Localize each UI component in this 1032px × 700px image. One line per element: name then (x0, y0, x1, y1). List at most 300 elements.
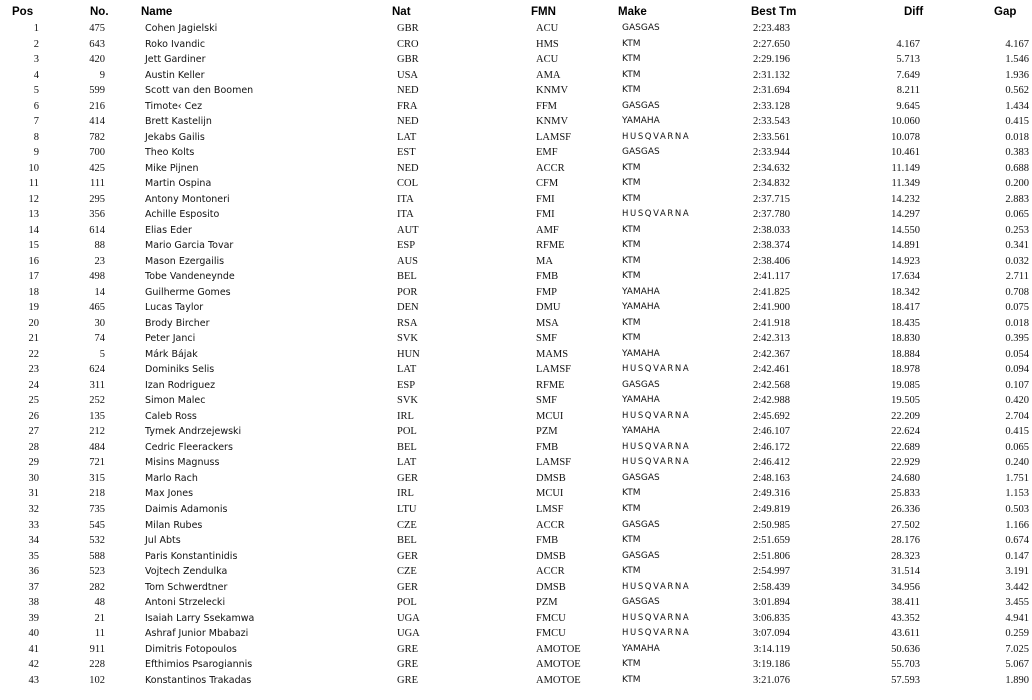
row-best-time: 2:42.461 (752, 364, 790, 376)
row-gap: 0.415 (1005, 426, 1029, 438)
row-number: 484 (89, 441, 105, 453)
table-row (0, 192, 1032, 208)
row-gap: 0.674 (1005, 535, 1029, 547)
row-nationality: ESP (397, 379, 416, 391)
row-make: KTM (622, 38, 641, 49)
row-rider-name: Antoni Strzelecki (145, 597, 226, 609)
table-row (0, 657, 1032, 673)
row-rider-name: Theo Kolts (145, 147, 195, 159)
row-nationality: LAT (397, 457, 417, 469)
row-make: KTM (622, 162, 641, 173)
row-diff: 19.505 (891, 395, 920, 407)
row-gap: 5.067 (1005, 659, 1029, 671)
row-nationality: EST (397, 147, 416, 159)
row-best-time: 2:34.832 (752, 178, 790, 190)
row-gap: 3.191 (1005, 566, 1029, 578)
row-fmn: SMF (536, 333, 558, 345)
row-best-time: 2:31.694 (752, 85, 790, 97)
row-nationality: NED (397, 162, 419, 174)
row-nationality: BEL (397, 441, 417, 453)
row-make: KTM (622, 85, 641, 96)
table-row (0, 331, 1032, 347)
row-fmn: MA (536, 255, 553, 267)
row-rider-name: Cedric Fleerackers (145, 441, 233, 453)
row-diff: 10.078 (891, 131, 920, 143)
row-rider-name: Dominiks Selis (145, 364, 215, 376)
row-best-time: 2:46.412 (752, 457, 790, 469)
row-gap: 0.420 (1005, 395, 1029, 407)
row-pos: 39 (28, 612, 39, 624)
row-make: YAMAHA (622, 643, 660, 654)
table-row (0, 52, 1032, 68)
row-pos: 35 (28, 550, 39, 562)
row-diff: 22.624 (891, 426, 920, 438)
row-fmn: FMP (536, 286, 558, 298)
row-gap: 0.688 (1005, 162, 1029, 174)
row-nationality: GER (397, 550, 418, 562)
row-diff: 34.956 (891, 581, 920, 593)
row-rider-name: Dimitris Fotopoulos (145, 643, 237, 655)
row-fmn: CFM (536, 178, 559, 190)
row-pos: 32 (28, 503, 39, 515)
row-diff: 18.435 (891, 317, 920, 329)
row-make: GASGAS (622, 147, 660, 158)
table-row (0, 564, 1032, 580)
row-fmn: KNMV (536, 116, 569, 128)
row-best-time: 2:58.439 (752, 581, 790, 593)
row-best-time: 2:33.543 (752, 116, 790, 128)
row-rider-name: Lucas Taylor (145, 302, 204, 314)
row-number: 218 (89, 488, 105, 500)
row-make: YAMAHA (622, 348, 660, 359)
row-number: 102 (89, 674, 105, 686)
row-number: 14 (94, 286, 105, 298)
table-row (0, 176, 1032, 192)
row-fmn: PZM (536, 426, 558, 438)
row-best-time: 2:37.780 (752, 209, 790, 221)
row-diff: 8.211 (896, 85, 920, 97)
row-diff: 18.978 (891, 364, 920, 376)
row-best-time: 2:41.117 (753, 271, 790, 283)
row-fmn: LAMSF (536, 131, 572, 143)
row-gap: 0.107 (1005, 379, 1029, 391)
row-pos: 11 (28, 178, 39, 190)
row-best-time: 2:46.172 (752, 441, 790, 453)
row-pos: 43 (28, 674, 39, 686)
row-make: KTM (622, 674, 641, 685)
row-fmn: FMCU (536, 612, 566, 624)
row-diff: 43.611 (891, 628, 920, 640)
row-fmn: FFM (536, 100, 558, 112)
row-best-time: 2:38.406 (752, 255, 790, 267)
row-rider-name: Elias Eder (145, 224, 192, 236)
row-nationality: NED (397, 116, 419, 128)
row-number: 523 (89, 566, 105, 578)
row-nationality: CZE (397, 519, 417, 531)
row-best-time: 2:29.196 (752, 54, 790, 66)
row-diff: 31.514 (891, 566, 920, 578)
table-row (0, 455, 1032, 471)
row-make: KTM (622, 240, 641, 251)
row-rider-name: Antony Montoneri (145, 193, 230, 205)
row-rider-name: Tom Schwerdtner (145, 581, 228, 593)
row-make: KTM (622, 488, 641, 499)
row-rider-name: Scott van den Boomen (145, 85, 254, 97)
row-nationality: LAT (397, 364, 417, 376)
table-row (0, 316, 1032, 332)
row-number: 11 (94, 628, 105, 640)
row-rider-name: Vojtech Zendulka (145, 566, 228, 578)
row-rider-name: Izan Rodriguez (145, 379, 216, 391)
row-rider-name: Jett Gardiner (145, 54, 206, 66)
row-nationality: BEL (397, 535, 417, 547)
row-diff: 24.680 (891, 472, 920, 484)
row-make: KTM (622, 271, 641, 282)
row-pos: 6 (33, 100, 39, 112)
row-diff: 50.636 (891, 643, 920, 655)
header-make: Make (618, 6, 647, 18)
row-diff: 43.352 (891, 612, 920, 624)
row-fmn: ACCR (536, 519, 565, 531)
row-diff: 26.336 (891, 503, 920, 515)
row-diff: 4.167 (896, 38, 920, 50)
row-nationality: COL (397, 178, 418, 190)
row-number: 532 (89, 535, 105, 547)
table-row (0, 424, 1032, 440)
row-make: GASGAS (622, 472, 660, 483)
row-make: HUSQVARNA (622, 209, 691, 220)
row-make: KTM (622, 224, 641, 235)
table-row (0, 533, 1032, 549)
row-rider-name: Peter Janci (145, 333, 196, 345)
row-number: 228 (89, 659, 105, 671)
row-nationality: UGA (397, 612, 420, 624)
row-diff: 19.085 (891, 379, 920, 391)
row-best-time: 2:34.632 (752, 162, 790, 174)
row-best-time: 2:48.163 (752, 472, 790, 484)
row-gap: 2.704 (1005, 410, 1029, 422)
row-make: YAMAHA (622, 395, 660, 406)
row-pos: 37 (28, 581, 39, 593)
row-make: GASGAS (622, 379, 660, 390)
header-pos: Pos (12, 6, 34, 18)
row-make: KTM (622, 255, 641, 266)
row-best-time: 2:41.825 (752, 286, 790, 298)
row-nationality: FRA (397, 100, 418, 112)
row-fmn: FMI (536, 193, 555, 205)
table-row (0, 471, 1032, 487)
row-best-time: 2:33.128 (752, 100, 790, 112)
row-fmn: DMSB (536, 472, 566, 484)
row-gap: 1.166 (1005, 519, 1029, 531)
row-number: 588 (89, 550, 105, 562)
row-diff: 17.634 (891, 271, 920, 283)
row-number: 30 (94, 317, 105, 329)
row-diff: 18.830 (891, 333, 920, 345)
row-nationality: HUN (397, 348, 420, 360)
header-name: Name (141, 6, 173, 18)
table-row (0, 99, 1032, 115)
row-rider-name: Timote‹ Cez (145, 100, 203, 112)
row-make: KTM (622, 659, 641, 670)
row-pos: 17 (28, 271, 39, 283)
row-make: HUSQVARNA (622, 364, 691, 375)
row-pos: 20 (28, 317, 39, 329)
row-fmn: AMA (536, 69, 561, 81)
table-row (0, 161, 1032, 177)
row-rider-name: Max Jones (145, 488, 194, 500)
row-fmn: SMF (536, 395, 558, 407)
row-best-time: 2:23.483 (752, 23, 790, 34)
row-rider-name: Paris Konstantinidis (145, 550, 238, 562)
row-nationality: IRL (397, 410, 414, 422)
row-rider-name: Achille Esposito (145, 209, 220, 221)
row-rider-name: Efthimios Psarogiannis (145, 659, 253, 671)
row-best-time: 2:37.715 (752, 193, 790, 205)
table-row (0, 114, 1032, 130)
row-pos: 24 (28, 379, 39, 391)
row-diff: 28.176 (891, 535, 920, 547)
row-nationality: DEN (397, 302, 419, 314)
row-nationality: CZE (397, 566, 417, 578)
row-diff: 22.929 (891, 457, 920, 469)
row-nationality: AUS (397, 255, 419, 267)
row-number: 48 (94, 597, 105, 609)
row-make: KTM (622, 535, 641, 546)
table-row (0, 83, 1032, 99)
row-number: 135 (89, 410, 105, 422)
row-gap: 1.546 (1005, 54, 1029, 66)
row-number: 911 (89, 643, 105, 655)
row-number: 414 (89, 116, 105, 128)
row-nationality: GRE (397, 674, 418, 686)
row-nationality: GBR (397, 54, 419, 66)
row-gap: 0.562 (1005, 85, 1029, 97)
row-diff: 11.349 (891, 178, 920, 190)
row-rider-name: Konstantinos Trakadas (145, 674, 252, 686)
row-best-time: 2:42.988 (752, 395, 790, 407)
row-diff: 18.417 (891, 302, 920, 314)
row-fmn: FMI (536, 209, 555, 221)
row-number: 311 (89, 379, 105, 391)
table-row (0, 486, 1032, 502)
row-number: 425 (89, 162, 105, 174)
row-nationality: GBR (397, 23, 419, 34)
row-number: 212 (89, 426, 105, 438)
row-pos: 18 (28, 286, 39, 298)
row-number: 5 (99, 348, 105, 360)
row-make: GASGAS (622, 100, 660, 111)
row-pos: 9 (33, 147, 39, 159)
row-pos: 26 (28, 410, 39, 422)
row-gap: 0.503 (1005, 503, 1029, 515)
row-fmn: RFME (536, 379, 565, 391)
row-number: 356 (89, 209, 105, 221)
row-best-time: 3:14.119 (753, 643, 790, 655)
row-diff: 27.502 (891, 519, 920, 531)
row-rider-name: Brett Kastelijn (145, 116, 212, 128)
row-diff: 57.593 (891, 674, 920, 686)
row-number: 111 (90, 178, 105, 190)
row-best-time: 2:33.561 (752, 131, 790, 143)
row-fmn: MCUI (536, 410, 564, 422)
table-row (0, 269, 1032, 285)
row-diff: 10.060 (891, 116, 920, 128)
row-make: HUSQVARNA (622, 581, 691, 592)
row-nationality: GRE (397, 643, 418, 655)
row-number: 420 (89, 54, 105, 66)
row-gap: 1.936 (1005, 69, 1029, 81)
table-row (0, 362, 1032, 378)
row-pos: 1 (33, 23, 39, 34)
row-make: HUSQVARNA (622, 441, 691, 452)
table-row (0, 642, 1032, 658)
row-gap: 0.341 (1005, 240, 1029, 252)
row-best-time: 3:19.186 (752, 659, 790, 671)
row-make: KTM (622, 333, 641, 344)
row-best-time: 3:01.894 (752, 597, 790, 609)
row-nationality: NED (397, 85, 419, 97)
row-rider-name: Jekabs Gailis (145, 131, 205, 143)
row-fmn: KNMV (536, 85, 569, 97)
row-pos: 42 (28, 659, 39, 671)
row-nationality: POR (397, 286, 418, 298)
row-number: 700 (89, 147, 105, 159)
row-gap: 1.153 (1005, 488, 1029, 500)
table-row (0, 223, 1032, 239)
row-diff: 14.232 (891, 193, 920, 205)
row-fmn: HMS (536, 38, 559, 50)
row-number: 599 (89, 85, 105, 97)
row-fmn: ACU (536, 23, 559, 34)
row-pos: 13 (28, 209, 39, 221)
row-rider-name: Tobe Vandeneynde (145, 271, 235, 283)
row-nationality: ESP (397, 240, 416, 252)
row-make: YAMAHA (622, 116, 660, 127)
row-diff: 5.713 (896, 54, 920, 66)
table-row (0, 130, 1032, 146)
row-diff: 7.649 (896, 69, 920, 81)
table-row (0, 254, 1032, 270)
row-diff: 18.342 (891, 286, 920, 298)
row-pos: 10 (28, 162, 39, 174)
row-make: KTM (622, 503, 641, 514)
row-make: GASGAS (622, 519, 660, 530)
row-rider-name: Jul Abts (145, 535, 181, 547)
row-diff: 14.297 (891, 209, 920, 221)
row-fmn: FMB (536, 271, 559, 283)
table-row (0, 626, 1032, 642)
row-fmn: ACU (536, 54, 559, 66)
row-rider-name: Martin Ospina (145, 178, 212, 190)
row-pos: 41 (28, 643, 39, 655)
row-diff: 55.703 (891, 659, 920, 671)
row-rider-name: Isaiah Larry Ssekamwa (145, 612, 255, 624)
row-pos: 21 (28, 333, 39, 345)
row-fmn: AMOTOE (536, 643, 581, 655)
row-make: HUSQVARNA (622, 131, 691, 142)
header-fmn: FMN (531, 6, 556, 18)
header-no: No. (90, 6, 109, 18)
row-fmn: LMSF (536, 503, 564, 515)
row-diff: 22.689 (891, 441, 920, 453)
row-rider-name: Milan Rubes (145, 519, 203, 531)
row-rider-name: Tymek Andrzejewski (145, 426, 242, 438)
row-best-time: 2:41.918 (752, 317, 790, 329)
row-diff: 25.833 (891, 488, 920, 500)
row-nationality: USA (397, 69, 419, 81)
row-pos: 31 (28, 488, 39, 500)
row-best-time: 2:46.107 (752, 426, 790, 438)
row-make: HUSQVARNA (622, 612, 691, 623)
row-nationality: BEL (397, 271, 417, 283)
row-gap: 0.054 (1005, 348, 1029, 360)
table-row (0, 68, 1032, 84)
row-gap: 0.147 (1005, 550, 1029, 562)
row-nationality: POL (397, 597, 417, 609)
row-best-time: 3:06.835 (752, 612, 790, 624)
row-gap: 2.883 (1005, 193, 1029, 205)
row-pos: 3 (33, 54, 39, 66)
row-make: YAMAHA (622, 286, 660, 297)
row-gap: 3.442 (1005, 581, 1029, 593)
row-best-time: 2:33.944 (752, 147, 790, 159)
row-gap: 0.065 (1005, 209, 1029, 221)
row-make: YAMAHA (622, 426, 660, 437)
row-diff: 14.550 (891, 224, 920, 236)
row-pos: 29 (28, 457, 39, 469)
row-fmn: DMU (536, 302, 561, 314)
row-gap: 2.711 (1005, 271, 1029, 283)
header-best-time: Best Tm (751, 6, 797, 18)
row-best-time: 2:49.316 (752, 488, 790, 500)
row-pos: 33 (28, 519, 39, 531)
row-fmn: MCUI (536, 488, 564, 500)
row-pos: 4 (33, 69, 39, 81)
row-rider-name: Caleb Ross (145, 410, 197, 422)
row-fmn: AMF (536, 224, 559, 236)
row-pos: 16 (28, 255, 39, 267)
row-fmn: RFME (536, 240, 565, 252)
row-fmn: AMOTOE (536, 674, 581, 686)
row-nationality: ITA (397, 193, 414, 205)
row-number: 465 (89, 302, 105, 314)
row-diff: 9.645 (896, 100, 920, 112)
row-fmn: LAMSF (536, 364, 572, 376)
row-number: 624 (89, 364, 105, 376)
row-rider-name: Daimis Adamonis (145, 503, 228, 515)
row-fmn: DMSB (536, 550, 566, 562)
row-number: 88 (94, 240, 105, 252)
row-number: 21 (94, 612, 105, 624)
row-nationality: CRO (397, 38, 419, 50)
row-fmn: EMF (536, 147, 558, 159)
row-pos: 8 (33, 131, 39, 143)
row-rider-name: Mike Pijnen (145, 162, 199, 174)
row-rider-name: Simon Malec (145, 395, 206, 407)
row-gap: 4.167 (1005, 38, 1029, 50)
row-gap: 0.018 (1005, 131, 1029, 143)
row-fmn: LAMSF (536, 457, 572, 469)
row-number: 252 (89, 395, 105, 407)
row-nationality: GRE (397, 659, 418, 671)
header-nat: Nat (392, 6, 411, 18)
row-pos: 34 (28, 535, 39, 547)
row-nationality: LAT (397, 131, 417, 143)
row-gap: 0.708 (1005, 286, 1029, 298)
row-number: 74 (94, 333, 105, 345)
row-rider-name: Brody Bircher (145, 317, 210, 329)
